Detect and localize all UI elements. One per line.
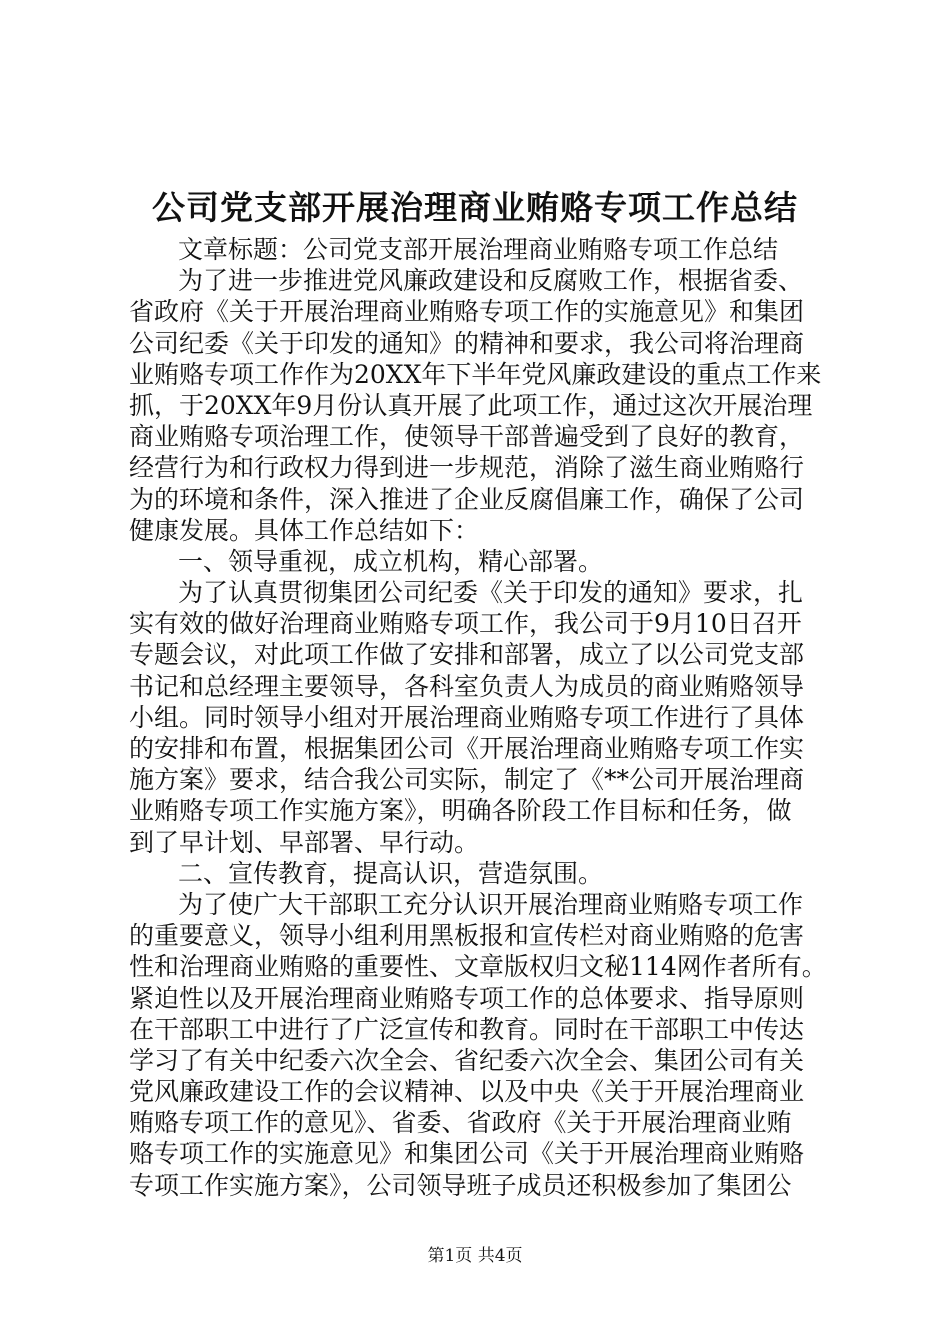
section-heading: 一、领导重视，成立机构，精心部署。 <box>178 546 604 576</box>
paragraph-line: 为的环境和条件，深入推进了企业反腐倡廉工作，确保了公司 <box>129 484 805 514</box>
paragraph-line: 抓，于20XX年9月份认真开展了此项工作，通过这次开展治理 <box>129 390 813 420</box>
paragraph-line: 为了进一步推进党风廉政建设和反腐败工作，根据省委、 <box>178 266 804 296</box>
page-footer: 第1页 共4页 <box>427 1246 523 1266</box>
document-body <box>129 234 829 1201</box>
paragraph-line: 健康发展。具体工作总结如下： <box>129 515 480 545</box>
paragraph-line: 专项工作实施方案》，公司领导班子成员还积极参加了集团公 <box>129 1170 792 1200</box>
paragraph-line: 实有效的做好治理商业贿赂专项工作，我公司于9月10日召开 <box>129 609 802 639</box>
paragraph-line: 书记和总经理主要领导，各科室负责人为成员的商业贿赂领导 <box>129 671 805 701</box>
paragraph-line: 的安排和布置，根据集团公司《开展治理商业贿赂专项工作实 <box>129 734 805 763</box>
paragraph-line: 施方案》要求，结合我公司实际，制定了《**公司开展治理商 <box>129 765 805 795</box>
paragraph-line: 性和治理商业贿赂的重要性、文章版权归文秘114网作者所有。 <box>129 952 827 982</box>
paragraph-line: 的重要意义，领导小组利用黑板报和宣传栏对商业贿赂的危害 <box>129 921 805 951</box>
paragraph-line: 赂专项工作的实施意见》和集团公司《关于开展治理商业贿赂 <box>129 1139 805 1169</box>
paragraph-line: 省政府《关于开展治理商业贿赂专项工作的实施意见》和集团 <box>129 297 805 327</box>
paragraph-line: 为了认真贯彻集团公司纪委《关于印发的通知》要求，扎 <box>178 578 804 608</box>
paragraph-line: 业贿赂专项工作实施方案》，明确各阶段工作目标和任务，做 <box>129 796 792 826</box>
section-heading: 二、宣传教育，提高认识，营造氛围。 <box>178 858 604 888</box>
paragraph-line: 公司纪委《关于印发的通知》的精神和要求，我公司将治理商 <box>129 328 805 358</box>
paragraph-line: 党风廉政建设工作的会议精神、以及中央《关于开展治理商业 <box>129 1077 805 1107</box>
paragraph-line: 小组。同时领导小组对开展治理商业贿赂专项工作进行了具体 <box>129 702 805 732</box>
paragraph-line: 为了使广大干部职工充分认识开展治理商业贿赂专项工作 <box>178 889 804 919</box>
paragraph-line: 经营行为和行政权力得到进一步规范，消除了滋生商业贿赂行 <box>129 453 805 483</box>
document-title: 公司党支部开展治理商业贿赂专项工作总结 <box>152 188 798 227</box>
paragraph-line: 商业贿赂专项治理工作，使领导干部普遍受到了良好的教育， <box>129 422 805 452</box>
article-title-line: 文章标题：公司党支部开展治理商业贿赂专项工作总结 <box>178 235 779 264</box>
paragraph-line: 业贿赂专项工作作为20XX年下半年党风廉政建设的重点工作来 <box>129 359 822 389</box>
paragraph-line: 紧迫性以及开展治理商业贿赂专项工作的总体要求、指导原则 <box>129 983 805 1013</box>
paragraph-line: 到了早计划、早部署、早行动。 <box>129 827 480 857</box>
paragraph-line: 在干部职工中进行了广泛宣传和教育。同时在干部职工中传达 <box>129 1014 805 1044</box>
paragraph-line: 学习了有关中纪委六次全会、省纪委六次全会、集团公司有关 <box>129 1045 805 1075</box>
paragraph-line: 专题会议，对此项工作做了安排和部署，成立了以公司党支部 <box>129 640 805 670</box>
paragraph-line: 贿赂专项工作的意见》、省委、省政府《关于开展治理商业贿 <box>129 1108 792 1138</box>
